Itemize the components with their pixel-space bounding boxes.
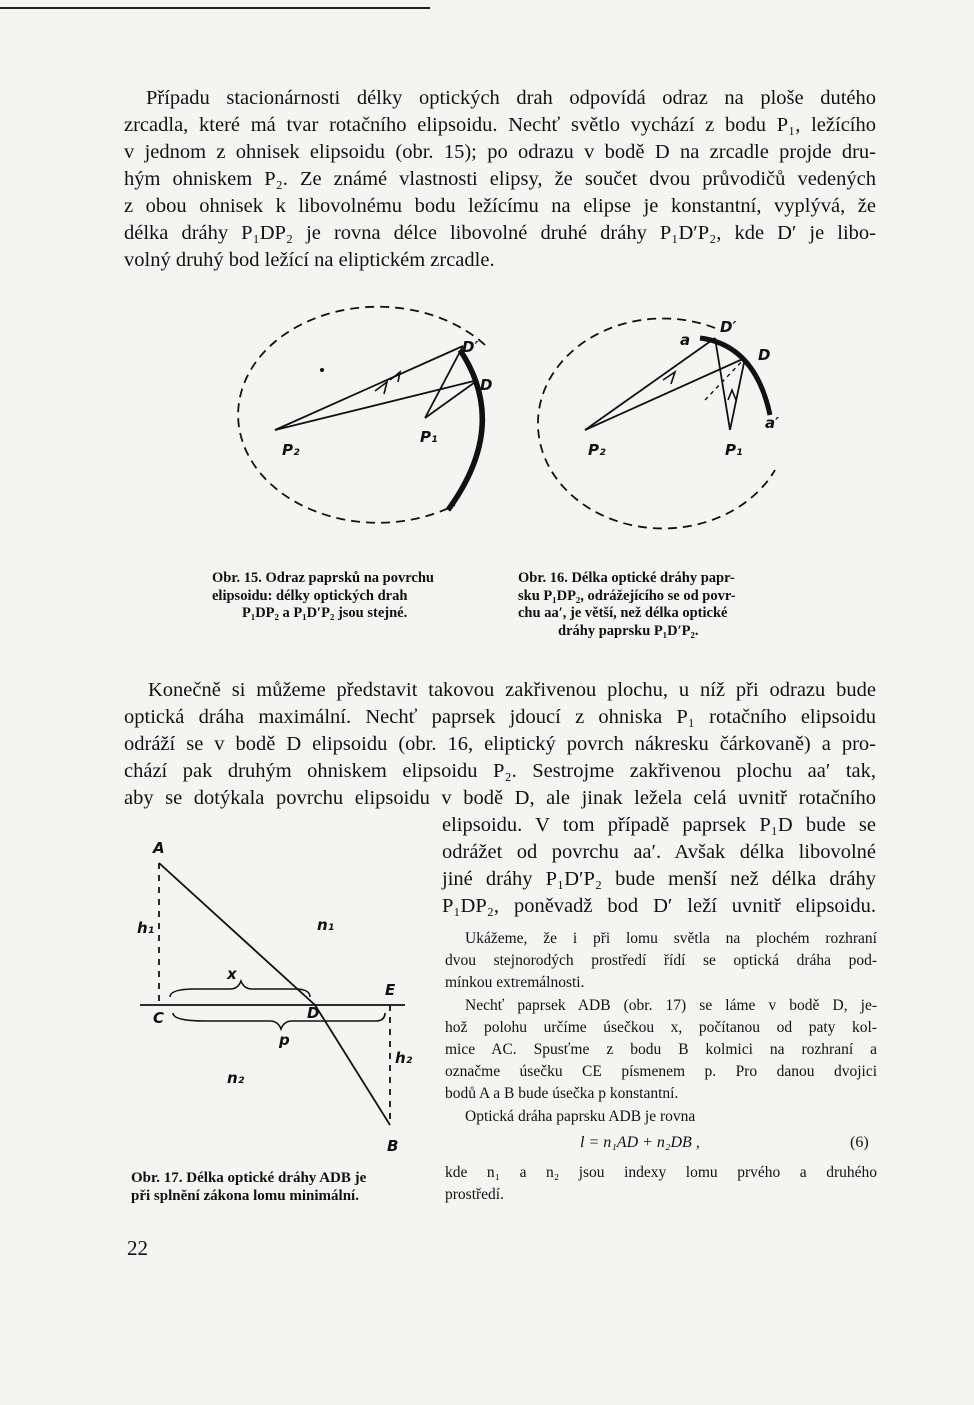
paragraph-ellipsoid-mirror bbox=[124, 85, 876, 274]
top-rule bbox=[0, 7, 430, 9]
label-p1: P₁ bbox=[420, 428, 438, 446]
text-line: optická dráha maximální. Nechť paprsek jdoucí z ohniska P₁ rotačního elipsoidu bbox=[124, 706, 876, 728]
text-line: v jednom z ohnisek elipsoidu (obr. 15); po odrazu v bodě D na zrcadle projde dru- bbox=[124, 141, 876, 163]
text-line: odrážet od povrchu aa′. Avšak délka libovolné bbox=[442, 841, 876, 863]
label-h1: h₁ bbox=[137, 919, 155, 937]
label-p2: P₂ bbox=[282, 441, 300, 459]
text-line: aby se dotýkala povrchu elipsoidu v bodě D, ale jinak ležela celá uvnitř rotačního bbox=[124, 787, 876, 809]
text-line: chází pak druhým ohniskem elipsoidu P₂. Sestrojme zakřivenou plochu aa′ tak, bbox=[124, 760, 876, 782]
label-d: D bbox=[480, 376, 493, 394]
text-line: elipsoidu. V tom případě paprsek P₁D bude se bbox=[442, 814, 876, 836]
label-aprime: a′ bbox=[765, 414, 780, 432]
label-p: p bbox=[279, 1031, 290, 1049]
caption-line: dráhy paprsku P₁D′P₂. bbox=[558, 622, 699, 639]
caption-line: Obr. 17. Délka optické dráhy ADB je bbox=[131, 1170, 367, 1186]
page-number: 22 bbox=[127, 1236, 148, 1260]
label-dprime: D′ bbox=[462, 338, 479, 356]
text-line: Nechť paprsek ADB (obr. 17) se láme v bodě D, je- bbox=[465, 997, 877, 1014]
text-line: mice AC. Spusťme z bodu B kolmici na rozhraní a bbox=[445, 1041, 877, 1058]
dot-mark bbox=[320, 368, 324, 372]
text-line: prostředí. bbox=[445, 1186, 504, 1203]
text-line: bodů A a B bude úsečka p konstantní. bbox=[445, 1085, 679, 1102]
paragraph-optical-path bbox=[465, 1106, 877, 1128]
ray-p2-dprime bbox=[585, 338, 715, 430]
label-n2: n₂ bbox=[227, 1069, 245, 1087]
ray-p2-dprime bbox=[275, 346, 463, 430]
text-line: Optická dráha paprsku ADB je rovna bbox=[465, 1108, 696, 1125]
figure-16-caption bbox=[518, 570, 803, 640]
paragraph-refractive-indices bbox=[445, 1162, 877, 1206]
label-h2: h₂ bbox=[395, 1049, 413, 1067]
label-c: C bbox=[153, 1009, 165, 1027]
ray-p2-d bbox=[275, 380, 478, 430]
mirror-arc bbox=[448, 350, 482, 510]
paragraph-refraction-intro bbox=[445, 928, 877, 994]
figure-17-diagram bbox=[135, 835, 425, 1155]
brace-x bbox=[170, 981, 310, 997]
ray-p1-d bbox=[730, 358, 745, 430]
label-p2: P₂ bbox=[588, 441, 606, 459]
label-e: E bbox=[385, 981, 396, 999]
text-line: označme úsečku CE písmenem p. Pro danou dvojici bbox=[445, 1063, 877, 1080]
text-line: Konečně si můžeme představit takovou zakřivenou plochu, u níž při odrazu bude bbox=[148, 679, 876, 701]
equation-number: (6) bbox=[850, 1134, 869, 1151]
caption-line: P₁DP₂ a P₁D′P₂ jsou stejné. bbox=[242, 605, 408, 621]
text-line: jiné dráhy P₁D′P₂ bude menší než délka dráhy bbox=[442, 868, 876, 890]
text-line: hož polohu určíme úsečkou x, počítanou od paty kol- bbox=[445, 1019, 877, 1036]
text-line: hým ohniskem P₂. Ze známé vlastnosti elipsy, že součet dvou průvodičů vedených bbox=[124, 168, 876, 190]
ray-dashed bbox=[705, 358, 745, 400]
paragraph-maximal-path-continued bbox=[442, 812, 876, 920]
text-line: dvou stejnorodých prostředí řídí se optická dráha pod- bbox=[445, 952, 877, 969]
figure-15-caption bbox=[212, 570, 497, 623]
caption-line: elipsoidu: délky optických drah bbox=[212, 587, 408, 604]
label-n1: n₁ bbox=[317, 916, 335, 934]
ray-ad bbox=[159, 863, 315, 1005]
label-p1: P₁ bbox=[725, 441, 743, 459]
text-line: z obou ohnisek k libovolnému bodu ležícímu na elipse je konstantní, vyplývá, že bbox=[124, 195, 876, 217]
ray-p1-dprime bbox=[425, 346, 463, 418]
text-line: Ukážeme, že i při lomu světla na plochém rozhraní bbox=[465, 930, 877, 947]
ellipse-dashed bbox=[238, 307, 485, 523]
label-d: D bbox=[758, 346, 771, 364]
figure-16-diagram bbox=[530, 310, 800, 550]
ellipse-dashed bbox=[538, 318, 775, 528]
caption-line: chu aa′, je větší, než délka optické bbox=[518, 605, 728, 621]
label-a: a bbox=[680, 331, 691, 349]
ray-p2-d bbox=[585, 358, 745, 430]
text-line: kde n₁ a n₂ jsou indexy lomu prvého a druhého bbox=[445, 1164, 877, 1181]
text-line: Případu stacionárnosti délky optických drah odpovídá odraz na ploše dutého bbox=[146, 87, 876, 109]
ray-db bbox=[315, 1005, 390, 1125]
label-d: D bbox=[307, 1004, 320, 1022]
figure-15-diagram bbox=[210, 300, 510, 560]
label-x: x bbox=[227, 965, 237, 983]
text-line: mínkou extremálnosti. bbox=[445, 974, 585, 991]
caption-line: Obr. 16. Délka optické dráhy papr- bbox=[518, 570, 735, 586]
text-line: P₁DP₂, poněvadž bod D′ leží uvnitř elipsoidu. bbox=[442, 895, 876, 917]
text-line: volný druhý bod ležící na eliptickém zrcadle. bbox=[124, 249, 495, 271]
arrow-head bbox=[728, 390, 736, 400]
caption-line: sku P₁DP₂, odrážejícího se od povr- bbox=[518, 587, 736, 604]
caption-line: Obr. 15. Odraz paprsků na povrchu bbox=[212, 570, 434, 586]
text-line: odráží se v bodě D elipsoidu (obr. 16, eliptický povrch nákresku čárkovaně) a pro- bbox=[124, 733, 876, 755]
ray-p1-dprime bbox=[715, 338, 730, 430]
caption-line: při splnění zákona lomu minimální. bbox=[131, 1187, 359, 1204]
equation-6: l = n₁AD + n₂DB , bbox=[580, 1134, 700, 1151]
label-a: A bbox=[153, 839, 165, 857]
text-line: délka dráhy P₁DP₂ je rovna délce libovolné druhé dráhy P₁D′P₂, kde D′ je libo- bbox=[124, 222, 876, 244]
paragraph-maximal-path bbox=[124, 677, 876, 812]
brace-p bbox=[173, 1013, 385, 1029]
paragraph-refraction-setup bbox=[445, 995, 877, 1105]
label-b: B bbox=[387, 1137, 399, 1155]
figure-17-caption bbox=[131, 1170, 431, 1205]
text-line: zrcadla, které má tvar rotačního elipsoidu. Nechť světlo vychází z bodu P₁, ležícího bbox=[124, 114, 876, 136]
label-dprime: D′ bbox=[720, 318, 737, 336]
